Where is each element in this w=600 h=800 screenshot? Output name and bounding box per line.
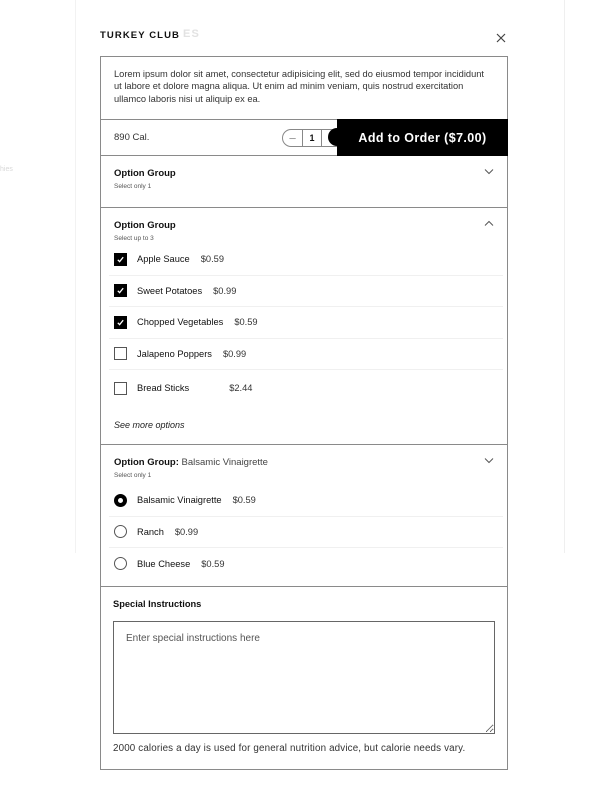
checkbox-checked[interactable] <box>114 284 127 297</box>
order-bar <box>101 119 507 156</box>
option-group-hint: Select up to 3 <box>114 235 154 242</box>
close-button[interactable] <box>494 31 508 45</box>
close-icon <box>494 31 508 45</box>
option-blue-cheese[interactable] <box>109 548 503 580</box>
option-price: $0.59 <box>234 317 258 328</box>
option-sweet-potatoes[interactable] <box>109 276 503 308</box>
quantity-value[interactable]: 1 <box>302 130 322 146</box>
checkmark-icon <box>116 318 125 327</box>
chevron-down-icon[interactable] <box>484 457 494 464</box>
special-instructions-label: Special Instructions <box>113 599 202 609</box>
option-chopped-vegetables[interactable] <box>109 307 503 339</box>
option-price: $0.99 <box>213 285 237 296</box>
option-name: Bread Sticks <box>137 383 190 393</box>
option-name: Apple Sauce <box>137 254 190 265</box>
radio-option-list <box>101 485 507 580</box>
add-to-order-label: Add to Order ($7.00) <box>358 130 487 145</box>
decrement-button[interactable]: − <box>288 130 297 146</box>
radio-selected[interactable] <box>114 494 127 507</box>
option-group-selected: Balsamic Vinaigrette <box>181 457 268 468</box>
see-more-options-link[interactable]: See more options <box>114 420 185 430</box>
option-group-3-header[interactable] <box>101 445 507 479</box>
option-price: $0.59 <box>201 558 225 569</box>
option-price: $2.44 <box>229 383 253 393</box>
item-title: TURKEY CLUB <box>100 30 181 41</box>
option-group-2-header[interactable] <box>101 208 507 242</box>
checkmark-icon <box>116 286 125 295</box>
option-price: $0.99 <box>174 526 199 537</box>
checkbox-checked[interactable] <box>114 253 127 266</box>
nutrition-disclaimer: 2000 calories a day is used for general nutrition advice, but calorie needs vary. <box>113 743 466 754</box>
option-name: Chopped Vegetables <box>137 317 224 328</box>
option-name: Blue Cheese <box>137 558 191 569</box>
chevron-down-icon[interactable] <box>484 168 494 175</box>
calorie-count: 890 Cal. <box>114 132 150 143</box>
option-group-hint: Select only 1 <box>114 183 152 190</box>
special-instructions-section <box>101 587 507 754</box>
option-group-title: Option Group <box>114 220 176 231</box>
option-group-3 <box>101 445 507 587</box>
option-group-title: Option Group <box>114 168 176 179</box>
option-balsamic-vinaigrette[interactable] <box>109 485 503 517</box>
option-price: $0.59 <box>232 495 256 506</box>
option-price: $0.59 <box>200 254 224 265</box>
option-apple-sauce[interactable] <box>109 244 503 276</box>
option-name: Ranch <box>137 526 164 537</box>
option-jalapeno-poppers[interactable] <box>109 339 503 371</box>
option-group-hint: Select only 1 <box>114 472 152 479</box>
option-name: Balsamic Vinaigrette <box>137 495 222 506</box>
option-group-1 <box>101 156 507 208</box>
checkbox-checked[interactable] <box>114 316 127 329</box>
background-ghost-text: hies <box>0 166 13 173</box>
item-description: Lorem ipsum dolor sit amet, consectetur adipisicing elit, sed do eiusmod tempor incididunt ut labore et dolore magna aliqua. Ut enim ad minim veniam, quis nostrud exercitation ullamco laboris nisi ut aliquip ex ea. <box>114 69 484 104</box>
option-group-title: Option Group: Balsamic Vinaigrette <box>114 457 268 468</box>
checkbox-option-list <box>101 244 507 406</box>
chevron-up-icon[interactable] <box>484 220 494 227</box>
checkmark-icon <box>116 255 125 264</box>
option-bread-sticks[interactable] <box>109 370 503 406</box>
option-price: $0.99 <box>222 348 247 359</box>
checkbox-unchecked[interactable] <box>114 382 127 395</box>
option-group-1-header[interactable] <box>101 156 507 190</box>
radio-unselected[interactable] <box>114 557 127 570</box>
option-ranch[interactable] <box>109 517 503 549</box>
option-group-2 <box>101 208 507 445</box>
checkbox-unchecked[interactable] <box>114 347 127 360</box>
special-instructions-input[interactable] <box>113 621 495 734</box>
add-to-order-button[interactable] <box>337 119 508 156</box>
radio-unselected[interactable] <box>114 525 127 538</box>
item-detail-card <box>100 56 508 770</box>
option-name: Sweet Potatoes <box>137 285 203 296</box>
option-name: Jalapeno Poppers <box>137 348 212 359</box>
background-ghost-title: ES <box>183 28 201 40</box>
